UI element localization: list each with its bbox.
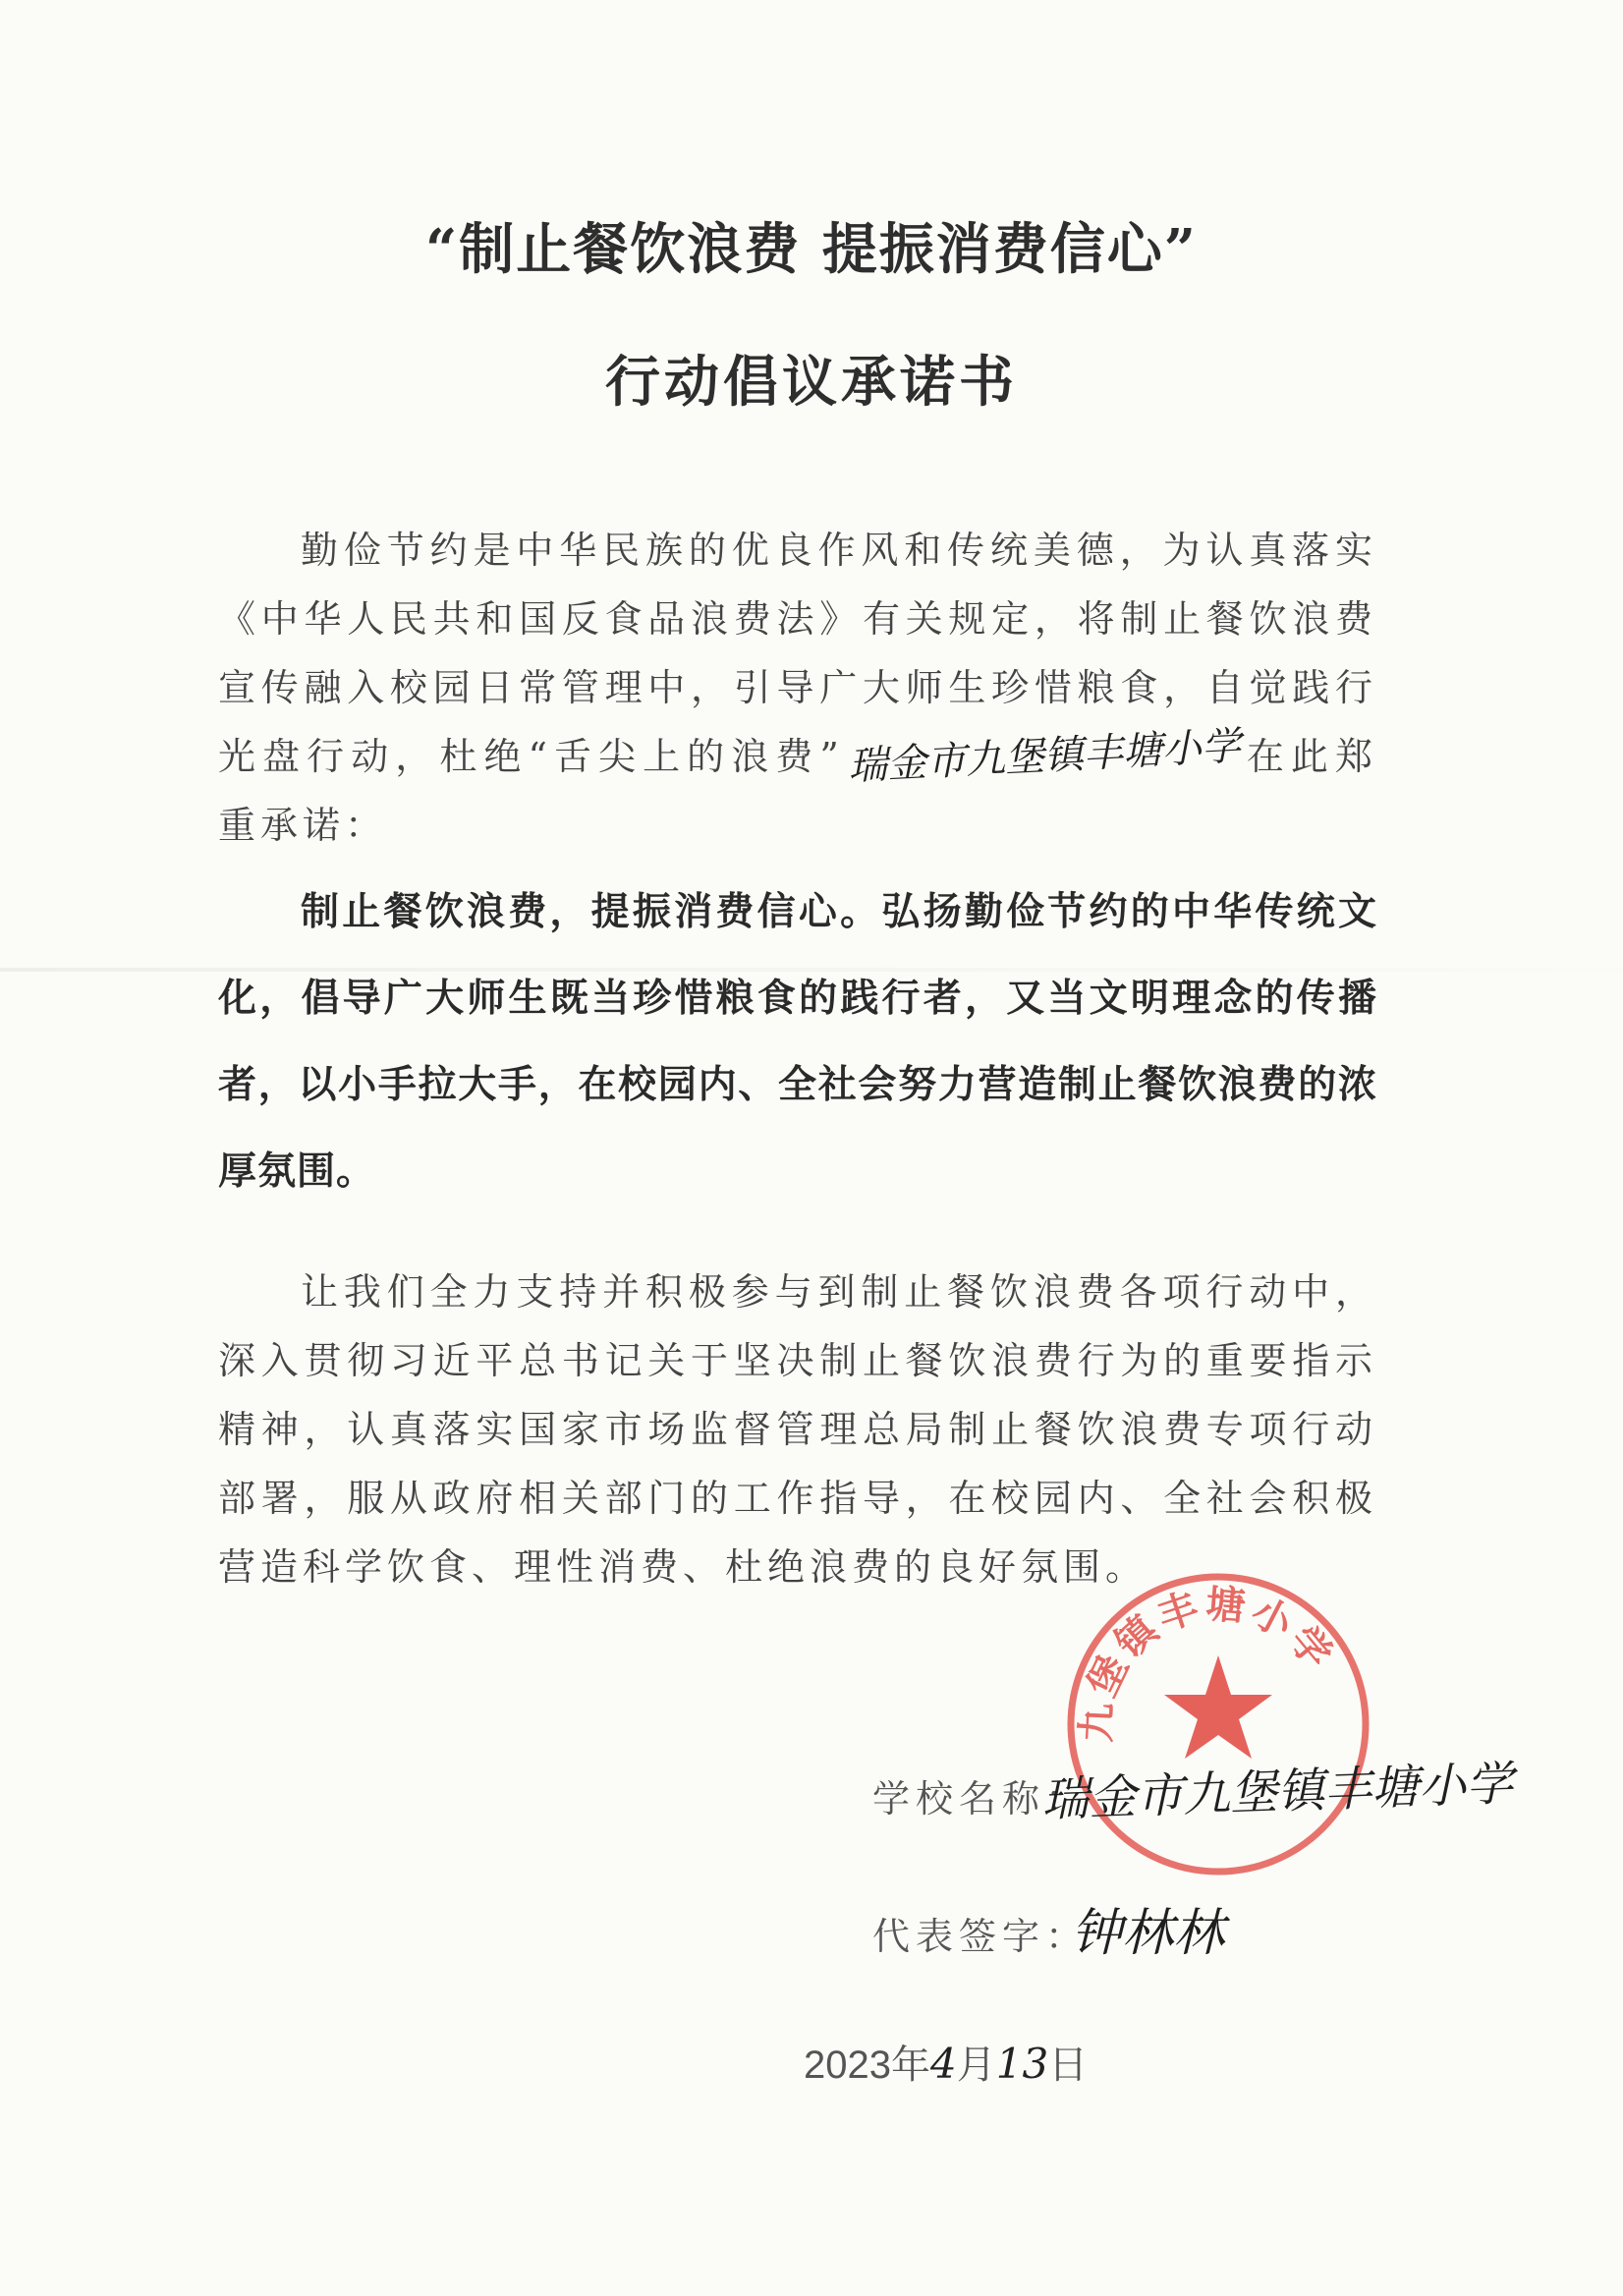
date-month: 4 bbox=[929, 2040, 957, 2088]
date-day-char: 日 bbox=[1048, 2043, 1089, 2088]
date-year-char: 年 bbox=[890, 2043, 930, 2088]
date-month-char: 月 bbox=[956, 2043, 996, 2088]
paragraph-1 bbox=[218, 516, 1377, 860]
paragraph-3: 让我们全力支持并积极参与到制止餐饮浪费各项行动中，深入贯彻习近平总书记关于坚决制止餐饮浪费行为的重要指示精神，认真落实国家市场监督管理总局制止餐饮浪费专项行动部署，服从政府相关部门的工作指导，在校园内、全社会积极营造科学饮食、理性消费、杜绝浪费的良好氛围。 bbox=[218, 1270, 1377, 1589]
school-name-handwritten: 瑞金市九堡镇丰塘小学 bbox=[1040, 1756, 1515, 1828]
representative-label: 代表签字： bbox=[872, 1915, 1090, 1958]
paragraph-2-bold: 制止餐饮浪费，提振消费信心。弘扬勤俭节约的中华传统文化，倡导广大师生既当珍惜粮食的践行者，又当文明理念的传播者，以小手拉大手，在校园内、全社会努力营造制止餐饮浪费的浓厚氛围。 bbox=[218, 890, 1377, 1194]
signing-date bbox=[804, 2034, 1088, 2090]
stamp-star-icon bbox=[1164, 1655, 1272, 1759]
paragraph-1-end: 在此郑重承诺： bbox=[218, 735, 1377, 847]
scan-artifact-line bbox=[0, 968, 1623, 972]
representative-signature: 钟林林 bbox=[1071, 1904, 1225, 1963]
stamp-text: 九堡镇丰塘小学 bbox=[1074, 1581, 1343, 1744]
paragraph-1-text: 勤俭节约是中华民族的优良作风和传统美德，为认真落实《中华人民共和国反食品浪费法》有关规定，将制止餐饮浪费宣传融入校园日常管理中，引导广大师生珍惜粮食，自觉践行光盘行动，杜绝“舌尖上的浪费” bbox=[218, 529, 1377, 778]
school-name-label: 学校名称： bbox=[872, 1777, 1090, 1820]
date-day: 13 bbox=[995, 2040, 1049, 2088]
title-line-1: “制止餐饮浪费 提振消费信心” bbox=[425, 217, 1198, 282]
official-seal-stamp bbox=[1056, 1562, 1380, 1886]
date-year: 2023 bbox=[804, 2044, 891, 2087]
handwritten-school-inline: 瑞金市九堡镇丰塘小学 bbox=[846, 723, 1242, 790]
title-line-2: 行动倡议承诺书 bbox=[605, 350, 1018, 415]
